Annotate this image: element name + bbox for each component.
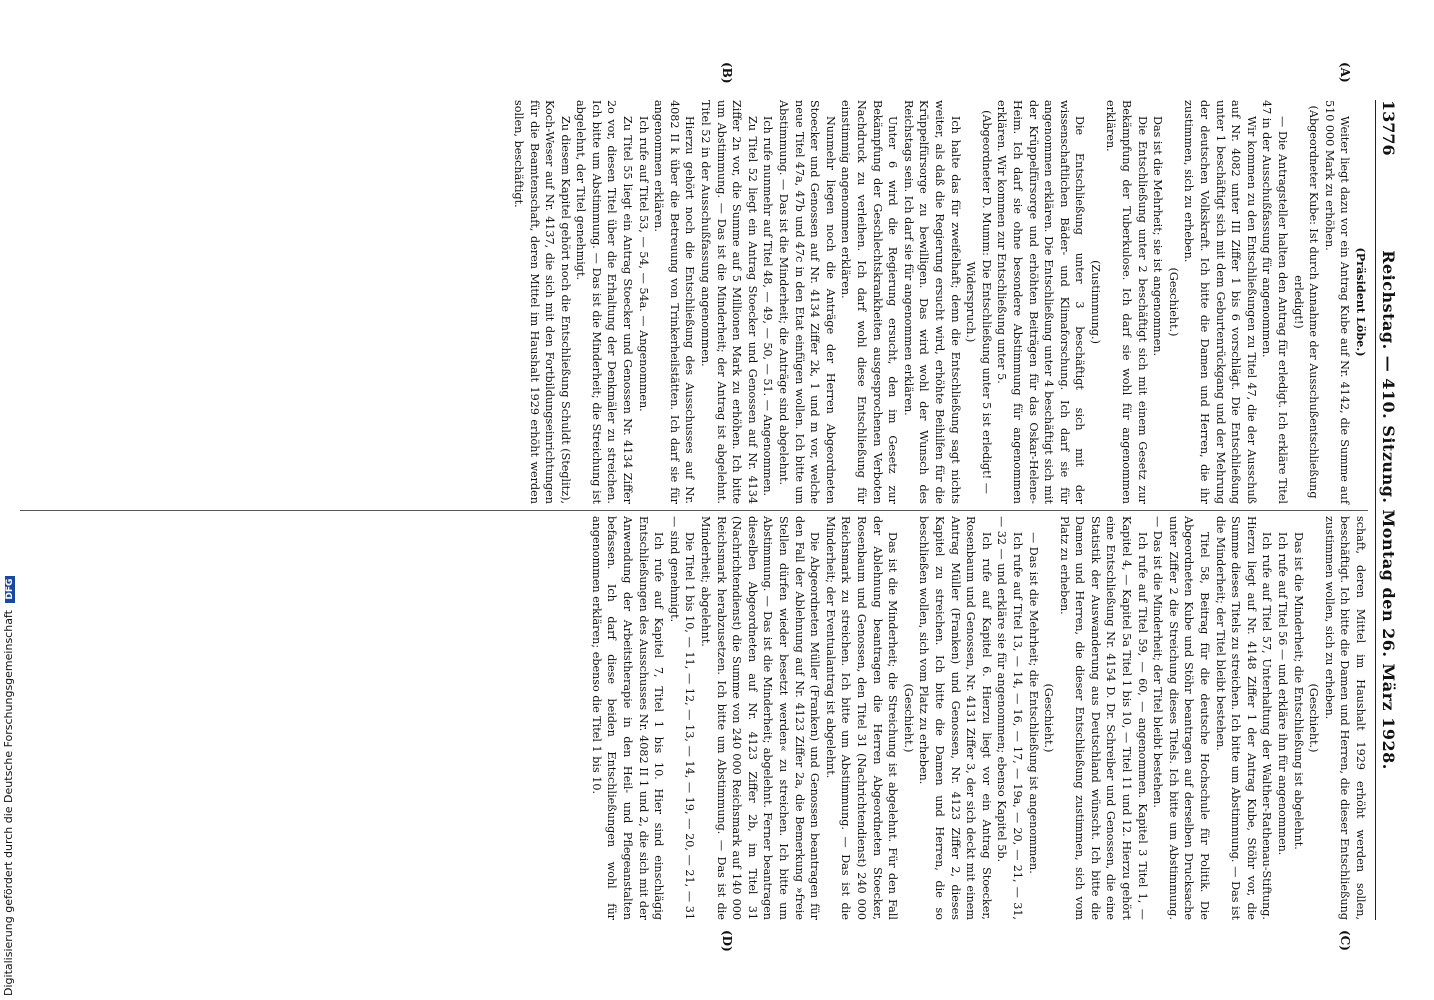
dfg-logo: DFG (5, 576, 15, 603)
interjection: (Geschieht.) (1042, 683, 1056, 753)
paragraph: Die Entschließung unter 3 beschäftigt sich mit der wissenschaftlichen Bäder- und Klimaforschung. Ich darf sie für angenommen erklären. Die Entschließung unter 4 beschäftigt sich mit der Krüppelfürsorge und erhöhten Beiträgen für das Oskar-Helene-Heim. Ich darf sie ohne besondere Abstimmung für angenommen erklären. Wir kommen zur Entschließung unter 5. (995, 100, 1087, 504)
paragraph: Ich halte das für zweifelhaft; denn die Entschließung sagt nichts weiter, als daß die Regierung ersucht wird, erhöhte Beihilfen für die Krüppelfürsorge zu bewilligen. Das wird wohl der Wunsch des Reichstags sein. Ich darf sie für angenommen erklären. (901, 100, 962, 504)
paragraph: Titel 58, Beitrag für die deutsche Hochschule für Politik. Die Abgeordneten Kube und Stöhr beantragen auf derselben Drucksache unter Ziffer 2 die Streichung dieses Titels. Ich bitte um Abstimmung. — Das ist die Minderheit; der Titel bleibt bestehen. (1151, 516, 1212, 920)
digitization-credit (2, 576, 15, 996)
paragraph: Zu Titel 52 liegt ein Antrag Stoecker und Genossen auf Nr. 4134 Ziffer 2n vor, die Summe auf 5 Millionen Mark zu erhöhen. Ich bitte um Abstimmung. — Das ist die Minderheit; der Antrag ist abgelehnt. Titel 52 in der Ausschußfassung angenommen. (699, 100, 759, 504)
paragraph: Ich rufe auf Titel 13, — 14, — 16, — 17, — 19a, — 20, — 21, — 31, — 32 — und erkläre sie für angenommen; ebenso Kapitel 5b. (995, 516, 1024, 920)
column-divider (20, 510, 1368, 511)
paragraph: Unter 6 wird die Regierung ersucht, den im Gesetz zur Bekämpfung der Geschlechtskrankheiten ausgesprochenen Verboten Nachdruck zu verleihen. Ich darf wohl diese Entschließung für einstimmig angenommen erklären. (839, 100, 900, 504)
paragraph: Nunmehr liegen noch die Anträge der Herren Abgeordneten Stoecker und Genossen auf Nr. 4134 Ziffer 2k, 1 und m vor, welche neue Titel 47a, 47b und 47c in den Etat einfügen wollen. Ich bitte um Abstimmung. — Das ist die Minderheit; die Anträge sind abgelehnt. (777, 100, 837, 504)
margin-marker-a: (A) (1338, 62, 1352, 83)
paragraph: Zu Titel 55 liegt ein Antrag Stoecker und Genossen Nr. 4134 Ziffer 2o vor, diesen Titel über die Erhaltung der Denkmäler zu streichen. Ich bitte um Abstimmung. — Das ist die Minderheit; die Streichung ist abgelehnt, der Titel genehmigt. (574, 100, 635, 504)
interjection: (Abgeordneter D. Mumm: Die Entschließung unter 5 ist erledigt! — Widerspruch.) (964, 110, 993, 494)
interjection: (Geschieht.) (1307, 683, 1321, 753)
credit-text: Digitalisierung gefördert durch die Deutsche Forschungsgemeinschaft (2, 610, 15, 996)
margin-marker-d: (D) (720, 930, 734, 952)
interjection: (Geschieht.) (901, 683, 915, 753)
paragraph: Das ist die Mehrheit; sie ist angenommen. (1151, 116, 1165, 357)
page-header (1375, 100, 1398, 920)
paragraph: Ich rufe auf Titel 57, Unterhaltung der Walther-Rathenau-Stiftung. Hierzu liegt auf Nr. 4148 Ziffer 1 der Antrag Kube, Stöhr vor, die Summe dieses Titels zu streichen. Ich bitte um Abstimmung. — Das ist die Minderheit; der Titel bleibt bestehen. (1213, 516, 1274, 920)
page-title: Reichstag. — 410. Sitzung. Montag den 26. März 1928. (1379, 250, 1398, 770)
paragraph: Ich rufe auf Titel 56 — und erkläre ihn für angenommen. (1276, 532, 1290, 856)
paragraph: Ich rufe auf Kapitel 7, Titel 1 bis 10. Hier sind einschlägig Entschließungen des Ausschusses Nr. 4082 II 1 und 2, die sich mit der Anwendung der Arbeitstherapie in den Heil- und Pflegeanstalten befassen. Ich darf diese beiden Entschließungen wohl für angenommen erklären; ebenso die Titel 1 bis 10. (589, 516, 666, 920)
interjection: (Abgeordneter Kube: Ist durch Annahme der Ausschußentschließung erledigt!) (1291, 105, 1321, 499)
margin-marker-c: (C) (1338, 930, 1352, 951)
paragraph: Das ist die Minderheit; die Streichung ist abgelehnt. Für den Fall der Ablehnung beantragen die Herren Abgeordneten Stoecker, Rosenbaum und Genossen, den Titel 31 (Nachrichtendienst) 240 000 Reichsmark zu streichen. Ich bitte um Abstimmung. — Das ist die Minderheit; der Eventualantrag ist abgelehnt. (823, 516, 900, 920)
paragraph: schaft, deren Mittel im Haushalt 1929 erhöht werden sollen, beschäftigt. Ich bitte die Damen und Herren, die dieser Entschließung zustimmen wollen, sich zu erheben. (1322, 516, 1367, 920)
paragraph: Ich rufe auf Kapitel 6. Hierzu liegt vor ein Antrag Stoecker, Rosenbaum und Genossen, Nr. 4131 Ziffer 3, der sich deckt mit einem Antrag Müller (Franken) und Genossen, Nr. 4123 Ziffer 2, dieses Kapitel zu streichen. Ich bitte die Damen und Herren, die so beschließen wollen, sich vom Platz zu erheben. (917, 516, 993, 920)
paragraph: Wir kommen zu den Entschließungen zu Titel 47, die der Ausschuß auf Nr. 4082 unter III Ziffer 1 bis 6 vorschlägt. Die Entschließung unter 1 beschäftigt sich mit dem Geburtenrückgang und der Mehrung der deutschen Volkskraft. Ich bitte die Damen und Herren, die ihr zustimmen, sich zu erheben. (1182, 100, 1258, 504)
margin-marker-b: (B) (720, 62, 734, 84)
paragraph: Das ist die Minderheit; die Entschließung ist abgelehnt. (1291, 532, 1305, 850)
paragraph: Die Entschließung unter 2 beschäftigt sich mit einem Gesetz zur Bekämpfung der Tuberkulose. Ich darf sie wohl für angenommen erklären. (1104, 100, 1149, 504)
paragraph: Ich rufe nunmehr auf Titel 48, — 49, — 50, — 51. — Angenommen. (761, 116, 775, 497)
interjection: (Zustimmung.) (1088, 260, 1102, 344)
paragraph: Hierzu gehört noch die Entschließung des Ausschusses auf Nr. 4082 II k über die Betreuung von Trinkerheilstätten. Ich darf sie für angenommen erklären. (652, 100, 697, 504)
paragraph: Die Abgeordneten Müller (Franken) und Genossen beantragen für den Fall der Ablehnung auf Nr. 4123 Ziffer 2a, die Bemerkung »freie Stellen dürfen wieder besetzt werden« zu streichen. Ich bitte um Abstimmung. — Das ist die Minderheit; abgelehnt. Ferner beantragen dieselben Abgeordneten auf Nr. 4123 Ziffer 2b, im Titel 31 (Nachrichtendienst) die Summe von 240 000 Reichsmark auf 140 000 Reichsmark herabzusetzen. Ich bitte um Abstimmung. — Das ist die Minderheit; abgelehnt. (699, 516, 822, 920)
speaker-heading: (Präsident Löbe.) (1354, 247, 1368, 357)
paragraph: Weiter liegt dazu vor ein Antrag Kube auf Nr. 4142, die Summe auf 510 000 Mark zu erhöhen. (1322, 100, 1352, 504)
paragraph: — Das ist die Mehrheit; die Entschließung ist angenommen. (1026, 532, 1040, 874)
page-number: 13776 (1379, 100, 1398, 156)
paragraph: — Die Antragsteller halten den Antrag für erledigt. Ich erkläre Titel 47 in der Ausschußfassung für angenommen. (1260, 100, 1290, 504)
paragraph: Zu diesem Kapitel gehört noch die Entschließung Schuldt (Steglitz), Koch-Weser auf Nr. 4137, die sich mit den Fortbildungseinrichtungen für die Beamtenschaft, deren Mittel im Haushalt 1929 erhöht werden sollen, beschäftigt. (511, 100, 572, 504)
paragraph: Ich rufe auf Titel 53, — 54, — 54a. — Angenommen. (636, 116, 650, 412)
interjection: (Geschieht.) (1166, 267, 1180, 337)
paragraph: Ich rufe auf Titel 59, — 60, — angenommen. Kapitel 3 Titel 1, — Kapitel 4, — Kapitel 5a Titel 1 bis 10, — Titel 11 und 12. Hierzu gehört eine Entschließung Nr. 4154 D. Dr. Schreiber und Genossen, die eine Statistik der Auswanderung aus Deutschland wünscht. Ich bitte die Damen und Herren, die dieser Entschließung zustimmen, sich vom Platz zu erheben. (1057, 516, 1149, 920)
left-text-column (510, 100, 1368, 504)
paragraph: Die Titel 1 bis 10, — 11, — 12, — 13, — 14, — 19, — 20, — 21, — 31 — sind genehmigt. (667, 516, 697, 920)
right-text-column (588, 516, 1368, 920)
